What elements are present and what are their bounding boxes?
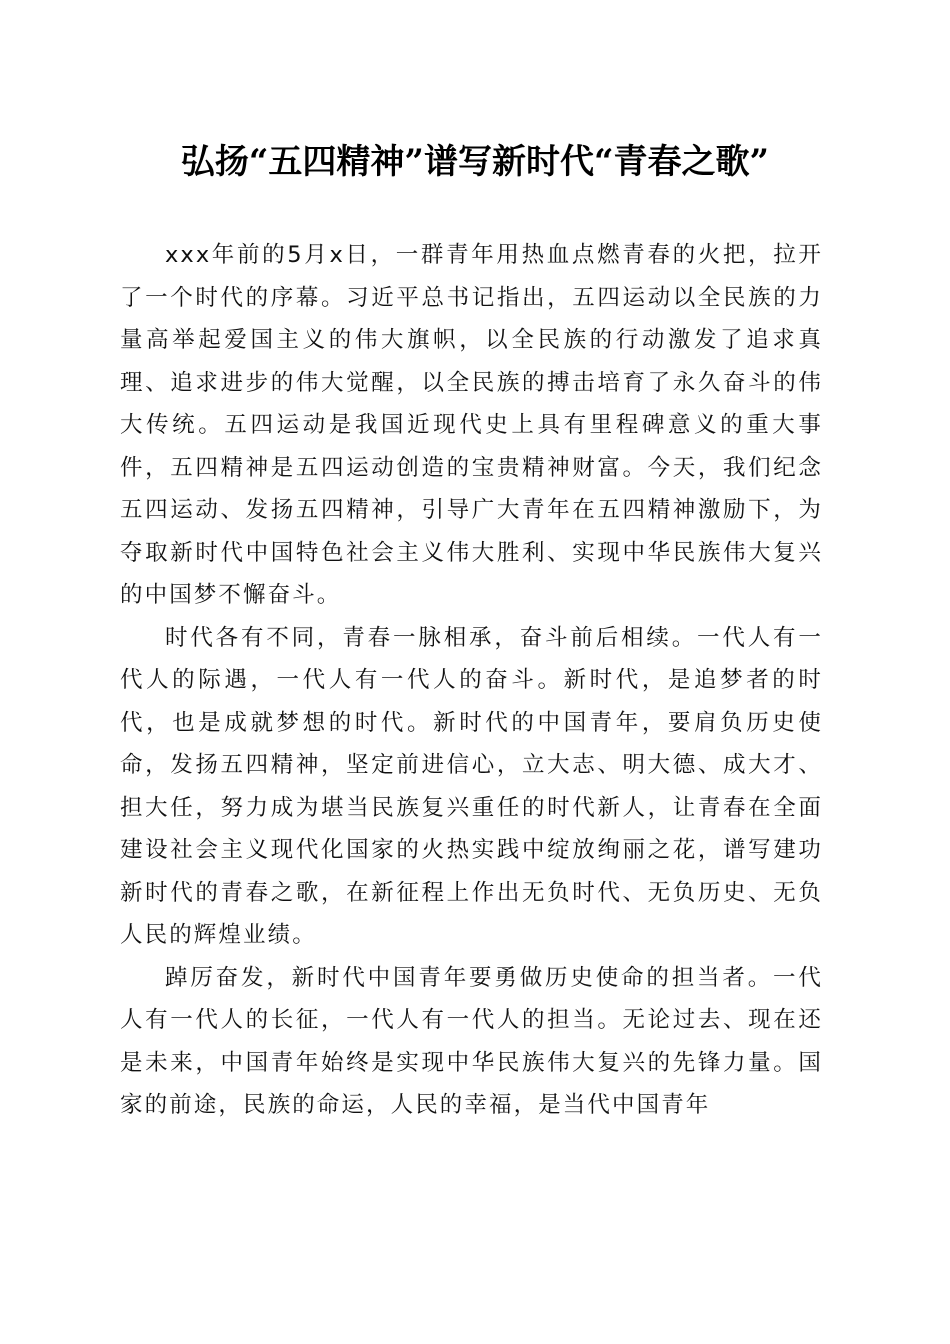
document-body xyxy=(120,234,823,1127)
paragraph-2: 时代各有不同，青春一脉相承，奋斗前后相续。一代人有一代人的际遇，一代人有一代人的奋斗。新时代，是追梦者的时代，也是成就梦想的时代。新时代的中国青年，要肩负历史使命，发扬五四精神，坚定前进信心，立大志、明大德、成大才、担大任，努力成为堪当民族复兴重任的时代新人，让青春在全面建设社会主义现代化国家的火热实践中绽放绚丽之花，谱写建功新时代的青春之歌，在新征程上作出无负时代、无负历史、无负人民的辉煌业绩。 xyxy=(120,624,823,948)
document-title: 弘扬“五四精神”谱写新时代“青春之歌” xyxy=(180,142,770,182)
paragraph-3: 踔厉奋发，新时代中国青年要勇做历史使命的担当者。一代人有一代人的长征，一代人有一代人的担当。无论过去、现在还是未来，中国青年始终是实现中华民族伟大复兴的先锋力量。国家的前途，民族的命运，人民的幸福，是当代中国青年 xyxy=(120,964,823,1118)
paragraph-1: xxx年前的5月x日，一群青年用热血点燃青春的火把，拉开了一个时代的序幕。习近平总书记指出，五四运动以全民族的力量高举起爱国主义的伟大旗帜，以全民族的行动激发了追求真理、追求进步的伟大觉醒，以全民族的搏击培育了永久奋斗的伟大传统。五四运动是我国近现代史上具有里程碑意义的重大事件，五四精神是五四运动创造的宝贵精神财富。今天，我们纪念五四运动、发扬五四精神，引导广大青年在五四精神激励下，为夺取新时代中国特色社会主义伟大胜利、实现中华民族伟大复兴的中国梦不懈奋斗。 xyxy=(120,242,823,608)
